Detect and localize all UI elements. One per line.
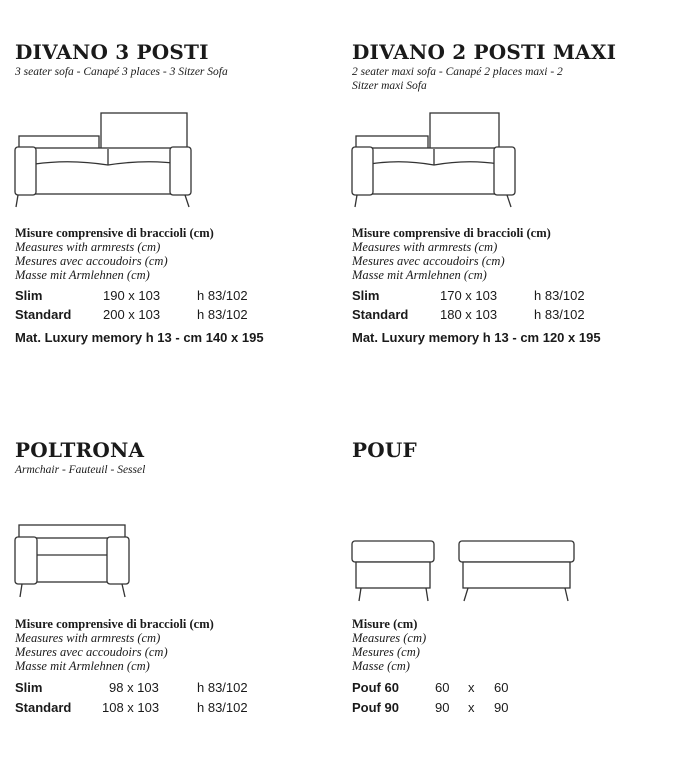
- sofa2-row-size: 180 x 103: [440, 307, 498, 322]
- armchair-drawing: [12, 520, 132, 606]
- sofa2-row-standard: [352, 305, 672, 324]
- pouf-row-times: x: [468, 680, 475, 695]
- sofa3-measures-line-fr: Mesures avec accoudoirs (cm): [15, 254, 168, 268]
- sofa2-row-slim: [352, 286, 672, 305]
- sofa2-measures-line-fr: Mesures avec accoudoirs (cm): [352, 254, 505, 268]
- armchair-row-size: 108 x 103: [102, 700, 160, 715]
- sofa3-row-label: Standard: [15, 307, 72, 322]
- armchair-row-standard: [15, 698, 335, 717]
- sofa2-subtitle-line1: 2 seater maxi sofa - Canapé 2 places maxi - 2: [352, 66, 563, 78]
- sofa3-title: DIVANO 3 POSTI: [15, 40, 209, 64]
- armchair-measures: [15, 617, 335, 717]
- sofa3-row-height: h 83/102: [197, 307, 248, 322]
- sofa2-measures-line-en: Measures with armrests (cm): [352, 240, 498, 254]
- pouf-row-depth: 90: [494, 700, 509, 715]
- sofa2-measures-heading: Misure comprensive di braccioli (cm): [352, 226, 551, 240]
- armchair-row-slim: [15, 678, 335, 697]
- sofa2-row-size: 170 x 103: [440, 288, 498, 303]
- pouf-row-times: x: [468, 700, 475, 715]
- sofa3-section: [15, 40, 335, 79]
- sofa3-row-height: h 83/102: [197, 288, 248, 303]
- pouf-row-width: 90: [435, 700, 450, 715]
- armchair-row-label: Standard: [15, 700, 72, 715]
- sofa2-title: DIVANO 2 POSTI MAXI: [352, 40, 617, 64]
- sofa3-row-slim: [15, 286, 335, 305]
- pouf-row-depth: 60: [494, 680, 509, 695]
- sofa3-mattress: Mat. Luxury memory h 13 - cm 140 x 195: [15, 330, 264, 345]
- sofa3-measures-line-en: Measures with armrests (cm): [15, 240, 161, 254]
- armchair-measures-heading: Misure comprensive di braccioli (cm): [15, 617, 214, 631]
- armchair-title: POLTRONA: [15, 438, 145, 462]
- pouf-section: [352, 438, 672, 462]
- sofa3-row-standard: [15, 305, 335, 324]
- pouf-row-label: Pouf 60: [352, 680, 399, 695]
- pouf-row-60: [352, 678, 672, 697]
- pouf-measures-line-de: Masse (cm): [352, 659, 410, 673]
- sofa2-section: [352, 40, 672, 93]
- sofa2-subtitle-line2: Sitzer maxi Sofa: [352, 80, 427, 92]
- pouf-measures-heading: Misure (cm): [352, 617, 418, 631]
- pouf-measures-line-en: Measures (cm): [352, 631, 427, 645]
- armchair-row-label: Slim: [15, 680, 43, 695]
- sofa3-row-size: 190 x 103: [103, 288, 161, 303]
- armchair-measures-line-en: Measures with armrests (cm): [15, 631, 161, 645]
- sofa3-drawing: [12, 110, 192, 212]
- sofa2-row-height: h 83/102: [534, 288, 585, 303]
- sofa2-drawing: [349, 110, 519, 212]
- pouf-row-90: [352, 698, 672, 717]
- sofa3-row-label: Slim: [15, 288, 43, 303]
- armchair-row-height: h 83/102: [197, 700, 248, 715]
- pouf-row-width: 60: [435, 680, 450, 695]
- pouf-60-drawing: [348, 536, 438, 606]
- pouf-title: POUF: [352, 438, 417, 462]
- armchair-measures-line-fr: Mesures avec accoudoirs (cm): [15, 645, 168, 659]
- armchair-subtitle: Armchair - Fauteuil - Sessel: [15, 464, 146, 476]
- pouf-90-drawing: [455, 536, 579, 606]
- sofa3-row-size: 200 x 103: [103, 307, 161, 322]
- sofa2-row-height: h 83/102: [534, 307, 585, 322]
- armchair-row-height: h 83/102: [197, 680, 248, 695]
- sofa2-row-label: Standard: [352, 307, 409, 322]
- sofa3-subtitle: 3 seater sofa - Canapé 3 places - 3 Sitzer Sofa: [15, 66, 228, 78]
- sofa2-measures: [352, 226, 672, 347]
- pouf-row-label: Pouf 90: [352, 700, 399, 715]
- sofa3-measures-heading: Misure comprensive di braccioli (cm): [15, 226, 214, 240]
- sofa2-mattress: Mat. Luxury memory h 13 - cm 120 x 195: [352, 330, 601, 345]
- armchair-row-size: 98 x 103: [109, 680, 159, 695]
- sofa3-measures: [15, 226, 335, 347]
- pouf-measures-line-fr: Mesures (cm): [352, 645, 420, 659]
- sofa2-measures-line-de: Masse mit Armlehnen (cm): [352, 268, 487, 282]
- pouf-measures: [352, 617, 672, 717]
- sofa2-row-label: Slim: [352, 288, 380, 303]
- armchair-measures-line-de: Masse mit Armlehnen (cm): [15, 659, 150, 673]
- sofa3-measures-line-de: Masse mit Armlehnen (cm): [15, 268, 150, 282]
- armchair-section: [15, 438, 335, 477]
